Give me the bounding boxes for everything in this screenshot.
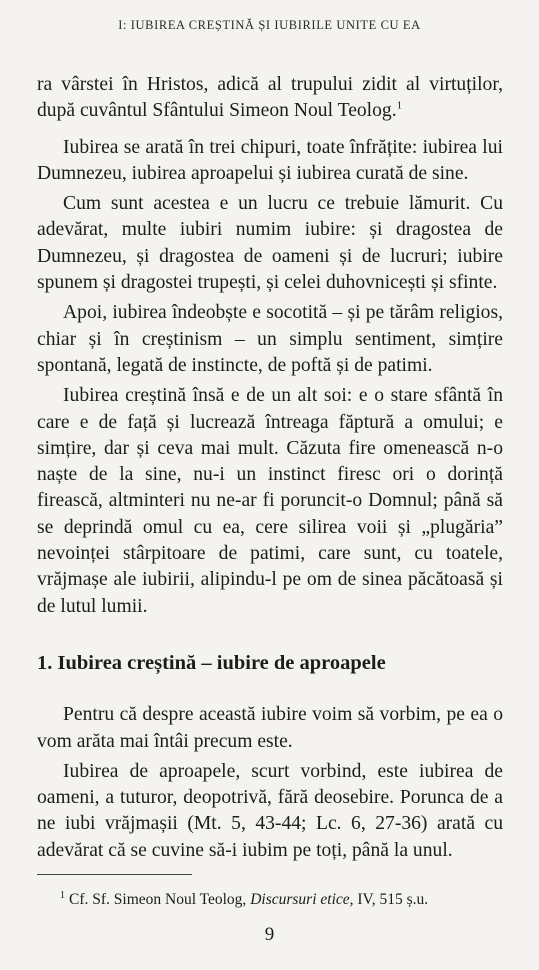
running-head: I: IUBIREA CREȘTINĂ ȘI IUBIRILE UNITE CU EA — [118, 18, 421, 32]
paragraph-3: Cum sunt acestea e un lucru ce trebuie lămurit. Cu adevărat, multe iubiri numim iubire: și dragostea de Dumnezeu, și dragostea de oameni și de lucruri; iubire spunem și dragostei trupești, și celei duhovnicești și sfinte. — [37, 193, 503, 294]
footnote-number: 1 — [60, 890, 65, 901]
footnote-divider — [37, 874, 192, 875]
paragraph-1 — [37, 72, 503, 125]
paragraph-1-text: ra vârstei în Hristos, adică al trupului zidit al virtuților, după cuvântul Sfântului Simeon Noul Teolog. — [37, 74, 503, 122]
section-paragraph-1: Pentru că despre această iubire voim să vorbim, pe ea o vom arăta mai întâi precum este. — [37, 704, 503, 752]
body-text — [37, 72, 503, 864]
section-paragraph-2: Iubirea de aproapele, scurt vorbind, este iubirea de oameni, a tuturor, deopotrivă, fără deosebire. Porunca de a ne iubi vrăjmașii (Mt. 5, 43-44; Lc. 6, 27-36) arată cu adevărat că se cuvine să-i iubim pe toți, până la unul. — [37, 760, 503, 861]
page-number: 9 — [264, 924, 275, 945]
paragraph-5: Iubirea creștină însă e de un alt soi: e o stare sfântă în care e de față și lucrează întreaga făptură a omului; e simțire, dar și ceva mai mult. Căzuta fire omenească n-o naște de la sine, nu-i un instinct firesc ori o dorință firească, altminteri nu ne-ar fi poruncit-o Domnul; până să se deprindă omul cu ea, cere silirea voii și „plugăria” nevoinței stârpitoare de patimi, care sunt, cu toatele, vrăjmașe ale iubirii, alipindu-l pe om de sinea păcătoasă și de lutul lumii. — [37, 385, 503, 617]
footnote-title: Discursuri etice — [250, 891, 350, 909]
paragraph-4: Apoi, iubirea îndeobște e socotită – și pe tărâm religios, chiar și în creștinism – un simplu sentiment, simțire spontană, legată de instincte, de poftă și de patimi. — [37, 302, 503, 376]
footnote-text-after: , IV, 515 ș.u. — [349, 891, 429, 909]
section-heading: 1. Iubirea creștină – iubire de aproapele — [37, 651, 386, 674]
footnote — [60, 886, 500, 910]
paragraph-2: Iubirea se arată în trei chipuri, toate înfrățite: iubirea lui Dumnezeu, iubirea aproapelui și iubirea curată de sine. — [37, 136, 503, 184]
footnote-text-before: Cf. Sf. Simeon Noul Teolog, — [69, 891, 251, 909]
footnote-reference[interactable]: 1 — [396, 99, 403, 112]
